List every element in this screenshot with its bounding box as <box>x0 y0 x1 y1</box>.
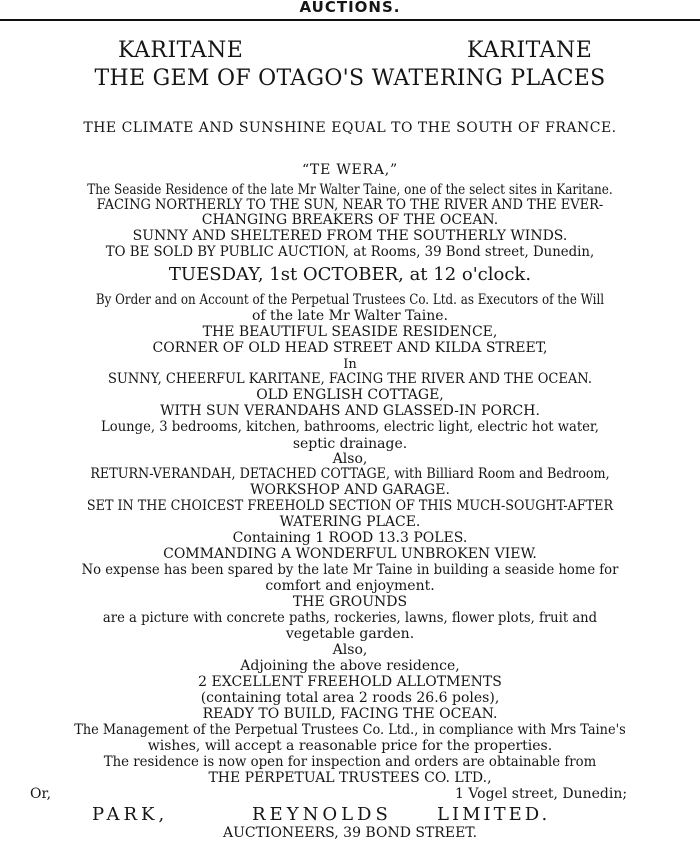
heading-divider <box>0 19 700 21</box>
beautiful-residence-line: THE BEAUTIFUL SEASIDE RESIDENCE, <box>202 324 498 340</box>
facing-line-2: CHANGING BREAKERS OF THE OCEAN. <box>201 212 499 228</box>
order-line-1: By Order and on Account of the Perpetual Trustees Co. Ltd. as Executors of the Will <box>95 292 605 308</box>
also-line-1: Also, <box>332 451 368 467</box>
ready-to-build-line: READY TO BUILD, FACING THE OCEAN. <box>202 706 498 722</box>
workshop-line: WORKSHOP AND GARAGE. <box>250 482 450 498</box>
section-heading: AUCTIONS. <box>299 0 401 16</box>
facing-line-1: FACING NORTHERLY TO THE SUN, NEAR TO THE RIVER AND THE EVER- <box>96 197 604 213</box>
rooms-line-1: Lounge, 3 bedrooms, kitchen, bathrooms, electric light, electric hot water, <box>101 419 599 435</box>
auction-date-line: TUESDAY, 1st OCTOBER, at 12 o'clock. <box>168 264 532 285</box>
order-line-2: of the late Mr Walter Taine. <box>252 308 448 324</box>
sold-by-auction-line: TO BE SOLD BY PUBLIC AUCTION, at Rooms, 39 Bond street, Dunedin, <box>105 244 595 260</box>
header-karitane-right: KARITANE <box>467 38 593 63</box>
trustees-line: THE PERPETUAL TRUSTEES CO. LTD., <box>208 770 492 786</box>
expense-line-2: comfort and enjoyment. <box>265 578 435 594</box>
return-verandah-line: RETURN-VERANDAH, DETACHED COTTAGE, with Billiard Room and Bedroom, <box>90 466 610 482</box>
advert-title: THE GEM OF OTAGO'S WATERING PLACES <box>94 66 606 91</box>
verandahs-line: WITH SUN VERANDAHS AND GLASSED-IN PORCH. <box>160 403 540 419</box>
grounds-heading: THE GROUNDS <box>292 594 408 610</box>
commanding-view-line: COMMANDING A WONDERFUL UNBROKEN VIEW. <box>163 546 537 562</box>
grounds-line-2: vegetable garden. <box>285 626 415 642</box>
or-word: Or, <box>30 786 52 802</box>
containing-line: Containing 1 ROOD 13.3 POLES. <box>232 530 468 546</box>
freehold-section-line-2: WATERING PLACE. <box>279 514 421 530</box>
vogel-street-line: 1 Vogel street, Dunedin; <box>455 786 628 802</box>
residence-line: The Seaside Residence of the late Mr Walter Taine, one of the select sites in Karitane. <box>87 182 613 198</box>
grounds-line-1: are a picture with concrete paths, rockeries, lawns, flower plots, fruit and <box>102 610 598 626</box>
expense-line-1: No expense has been spared by the late Mr Taine in building a seaside home for <box>81 562 619 578</box>
firm-name-limited: LIMITED. <box>437 804 551 825</box>
allotments-line: 2 EXCELLENT FREEHOLD ALLOTMENTS <box>198 674 502 690</box>
corner-line: CORNER OF OLD HEAD STREET AND KILDA STREET, <box>152 340 548 356</box>
adjoining-line: Adjoining the above residence, <box>240 658 460 674</box>
auctioneers-line: AUCTIONEERS, 39 BOND STREET. <box>222 825 478 841</box>
area-line: (containing total area 2 roods 26.6 poles), <box>200 690 500 706</box>
freehold-section-line-1: SET IN THE CHOICEST FREEHOLD SECTION OF THIS MUCH-SOUGHT-AFTER <box>86 498 614 514</box>
header-karitane-left: KARITANE <box>118 38 244 63</box>
also-line-2: Also, <box>332 642 368 658</box>
firm-name-reynolds: REYNOLDS <box>252 804 392 825</box>
inspection-line: The residence is now open for inspection and orders are obtainable from <box>103 754 597 770</box>
management-line-2: wishes, will accept a reasonable price for the properties. <box>147 738 553 754</box>
house-name: “TE WERA,” <box>301 162 399 178</box>
firm-name-park: PARK, <box>92 804 169 825</box>
in-line: In <box>343 357 357 372</box>
sunny-sheltered-line: SUNNY AND SHELTERED FROM THE SOUTHERLY WINDS. <box>132 228 568 244</box>
management-line-1: The Management of the Perpetual Trustees Co. Ltd., in compliance with Mrs Taine's <box>74 722 626 738</box>
rooms-line-2: septic drainage. <box>292 436 408 452</box>
climate-line: THE CLIMATE AND SUNSHINE EQUAL TO THE SOUTH OF FRANCE. <box>83 120 617 136</box>
sunny-cheerful-line: SUNNY, CHEERFUL KARITANE, FACING THE RIVER AND THE OCEAN. <box>107 371 593 387</box>
old-english-cottage-line: OLD ENGLISH COTTAGE, <box>256 387 444 403</box>
